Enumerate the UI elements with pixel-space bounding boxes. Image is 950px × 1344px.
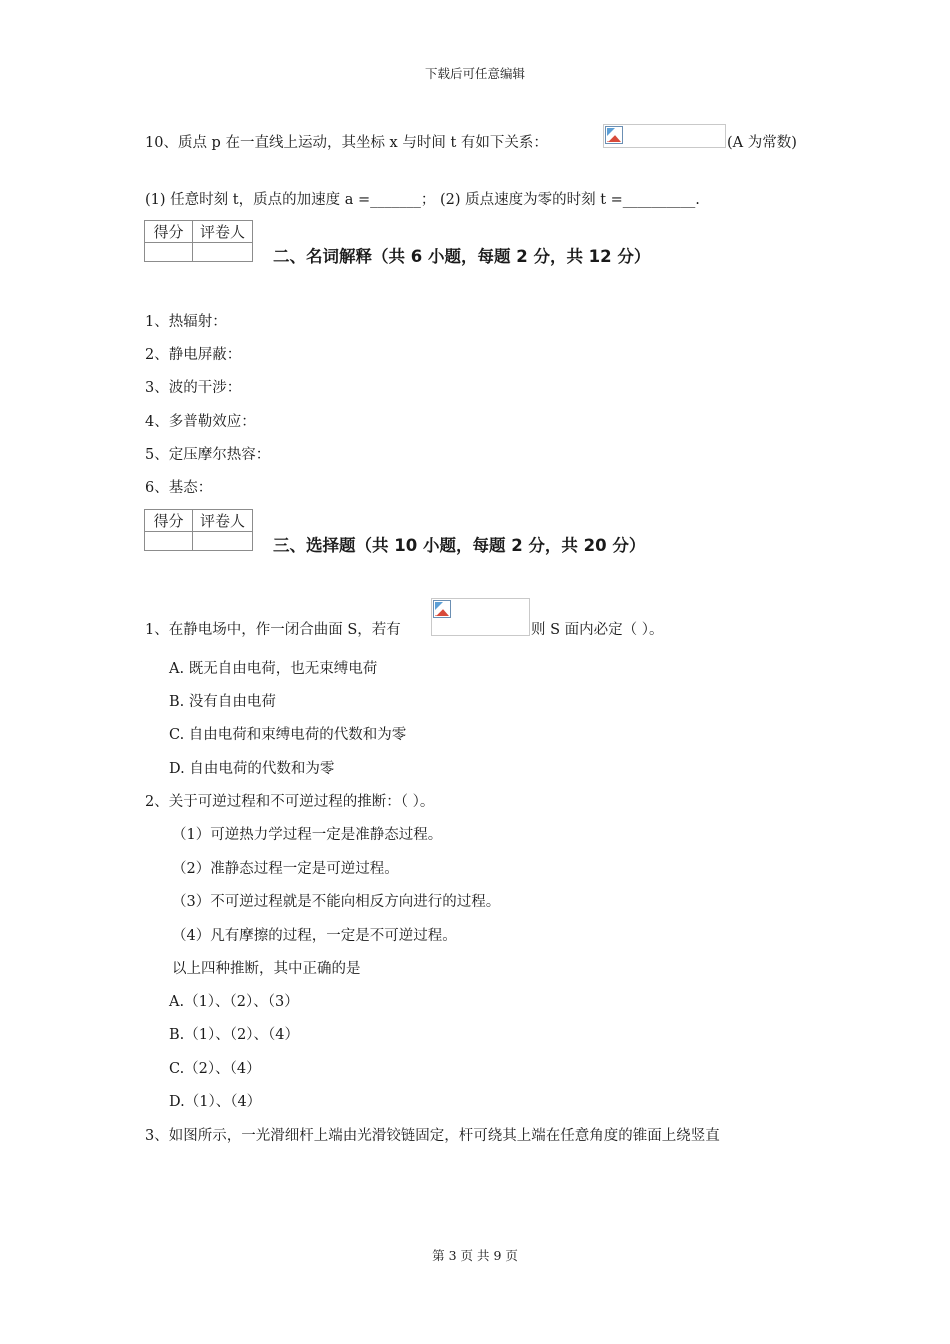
q1-stem-end: 则 S 面内必定（ ）。 [531,622,664,638]
term-item: 6、基态： [145,480,213,496]
option: C.（2）、（4） [169,1061,261,1077]
grader-header: 评卷人 [193,510,253,532]
formula-image-placeholder [603,124,726,148]
term-item: 1、热辐射： [145,314,227,330]
option: D. 自由电荷的代数和为零 [169,761,335,777]
q10-subquestions: (1) 任意时刻 t，质点的加速度 a =_______； (2) 质点速度为零的时刻 t =__________. [145,192,700,208]
option: C. 自由电荷和束缚电荷的代数和为零 [169,727,407,743]
option: A. 既无自由电荷，也无束缚电荷 [169,661,378,677]
score-header: 得分 [145,221,193,243]
grader-cell [193,243,253,262]
q10-after-image: (A 为常数) [727,135,797,151]
q2-stem: 2、关于可逆过程和不可逆过程的推断：（ ）。 [145,794,435,810]
broken-image-icon [433,600,451,618]
grader-header: 评卷人 [193,221,253,243]
q1-stem-start: 1、在静电场中，作一闭合曲面 S，若有 [145,622,401,638]
statement: （4）凡有摩擦的过程，一定是不可逆过程。 [172,928,457,944]
term-item: 2、静电屏蔽： [145,347,242,363]
page-number: 第 3 页 共 9 页 [432,1248,518,1263]
score-table [144,509,253,551]
header-note: 下载后可任意编辑 [424,66,525,81]
score-table [144,220,253,262]
score-cell [145,243,193,262]
broken-image-icon [605,126,623,144]
statement: （1）可逆热力学过程一定是准静态过程。 [172,827,443,843]
option: D.（1）、（4） [169,1094,262,1110]
q10-text: 10、质点 p 在一直线上运动，其坐标 x 与时间 t 有如下关系： [145,135,548,151]
q2-lead: 以上四种推断，其中正确的是 [172,961,361,977]
statement: （2）准静态过程一定是可逆过程。 [172,861,399,877]
option: B.（1）、（2）、（4） [169,1027,299,1043]
score-cell [145,532,193,551]
section3-title: 三、选择题（共 10 小题，每题 2 分，共 20 分） [273,536,646,555]
term-item: 3、波的干涉： [145,380,242,396]
term-item: 5、定压摩尔热容： [145,447,271,463]
term-item: 4、多普勒效应： [145,414,256,430]
option: B. 没有自由电荷 [169,694,276,710]
statement: （3）不可逆过程就是不能向相反方向进行的过程。 [172,894,501,910]
option: A.（1）、（2）、（3） [169,994,299,1010]
formula-image-placeholder [431,598,530,636]
score-header: 得分 [145,510,193,532]
section2-title: 二、名词解释（共 6 小题，每题 2 分，共 12 分） [273,247,651,266]
q3-stem: 3、如图所示，一光滑细杆上端由光滑铰链固定，杆可绕其上端在任意角度的锥面上绕竖直 [145,1128,720,1144]
grader-cell [193,532,253,551]
